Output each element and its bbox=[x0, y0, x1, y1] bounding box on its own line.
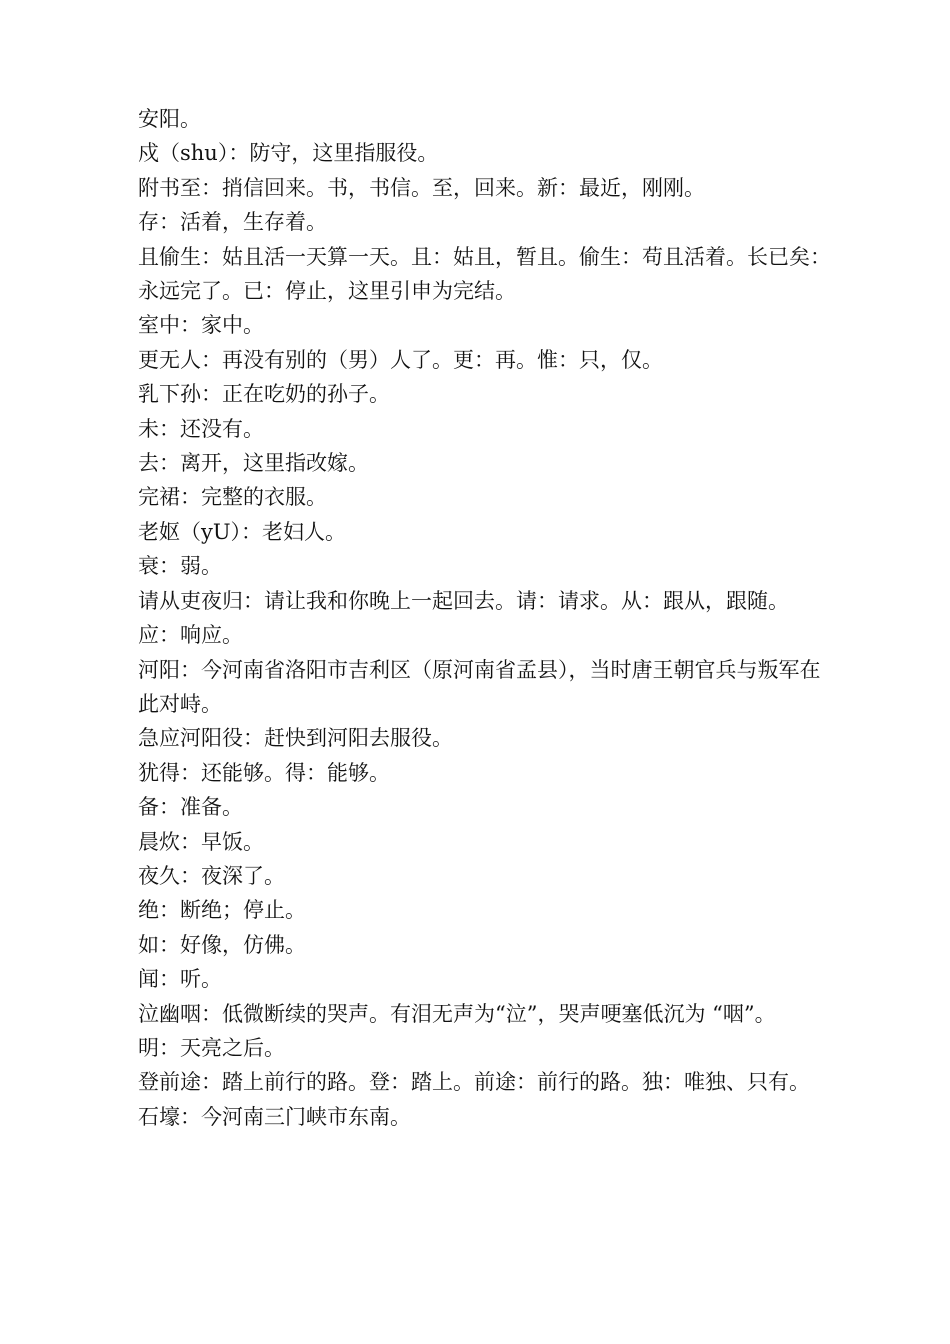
annotation-line: 应：响应。 bbox=[138, 623, 243, 648]
annotation-line: 老妪（yU）：老妇人。 bbox=[138, 519, 347, 544]
annotation-line: 夜久：夜深了。 bbox=[138, 863, 285, 888]
annotation-line: 存：活着，生存着。 bbox=[138, 210, 327, 235]
annotation-line: 戍（shu）：防守，这里指服役。 bbox=[138, 141, 439, 166]
annotation-line: 河阳：今河南省洛阳市吉利区（原河南省孟县），当时唐王朝官兵与叛军在此对峙。 bbox=[138, 657, 821, 716]
annotation-line: 闻：听。 bbox=[138, 967, 222, 992]
annotation-line: 晨炊：早饭。 bbox=[138, 829, 264, 854]
annotation-line: 附书至：捎信回来。书，书信。至，回来。新：最近，刚刚。 bbox=[138, 175, 705, 200]
annotation-line: 乳下孙：正在吃奶的孙子。 bbox=[138, 382, 390, 407]
annotation-line: 衰：弱。 bbox=[138, 554, 222, 579]
annotation-line: 更无人：再没有别的（男）人了。更：再。惟：只，仅。 bbox=[138, 347, 663, 372]
annotation-line: 泣幽咽：低微断续的哭声。有泪无声为“泣”，哭声哽塞低沉为 “咽”。 bbox=[138, 1001, 776, 1026]
annotation-line: 去：离开，这里指改嫁。 bbox=[138, 451, 369, 476]
annotation-line: 安阳。 bbox=[138, 107, 201, 131]
annotation-line: 请从吏夜归：请让我和你晚上一起回去。请：请求。从：跟从，跟随。 bbox=[138, 588, 789, 613]
annotation-line: 如：好像，仿佛。 bbox=[138, 932, 306, 957]
annotation-line: 未：还没有。 bbox=[138, 416, 264, 441]
annotation-line: 绝：断绝；停止。 bbox=[138, 898, 306, 923]
annotation-text-block bbox=[138, 102, 838, 1134]
annotation-line: 且偷生：姑且活一天算一天。且：姑且，暂且。偷生：苟且活着。长已矣：永远完了。已：停止，这里引申为完结。 bbox=[138, 244, 831, 304]
annotation-line: 备：准备。 bbox=[138, 795, 243, 820]
annotation-line: 登前途：踏上前行的路。登：踏上。前途：前行的路。独：唯独、只有。 bbox=[138, 1070, 810, 1095]
annotation-line: 犹得：还能够。得：能够。 bbox=[138, 760, 390, 785]
annotation-line: 完裙：完整的衣服。 bbox=[138, 485, 327, 510]
annotation-line: 明：天亮之后。 bbox=[138, 1035, 285, 1060]
annotation-line: 石壕：今河南三门峡市东南。 bbox=[138, 1104, 411, 1129]
annotation-line: 室中：家中。 bbox=[138, 313, 264, 338]
annotation-line: 急应河阳役：赶快到河阳去服役。 bbox=[138, 726, 453, 751]
